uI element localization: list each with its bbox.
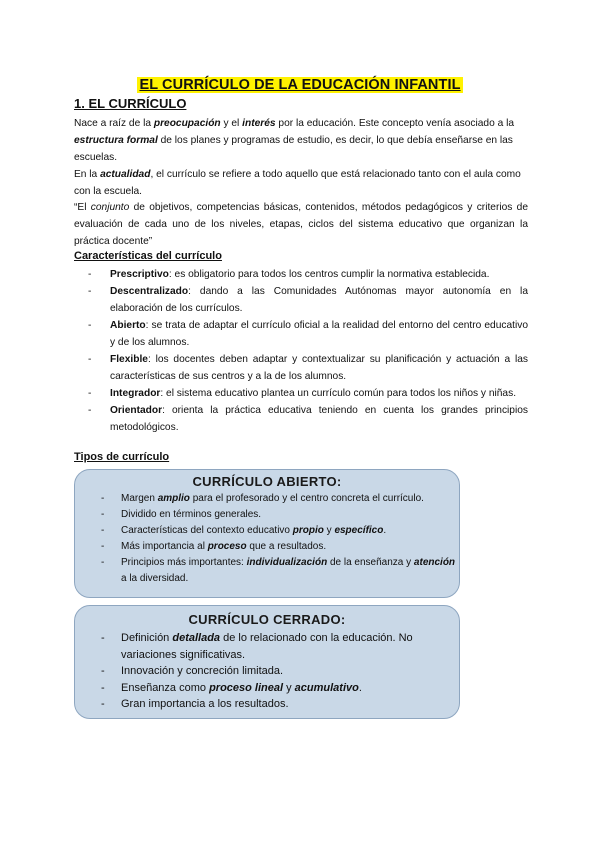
document-title-wrapper <box>0 76 600 94</box>
tipos-heading: Tipos de currículo <box>74 451 170 463</box>
curriculo-cerrado-box <box>74 605 460 719</box>
list-item <box>75 523 459 539</box>
emphasis-text: conjunto <box>90 202 130 213</box>
text-run: Margen <box>121 493 158 504</box>
text-run: Más importancia al <box>121 541 208 552</box>
emphasis-text: actualidad <box>100 169 151 180</box>
emphasis-text: atención <box>413 557 456 568</box>
dash-bullet: - <box>88 269 92 280</box>
dash-bullet: - <box>88 286 92 297</box>
list-item <box>75 491 459 507</box>
text-run: , el currículo se refiere a todo aquello que está relacionado tanto con el aula como con la escuela. <box>74 169 521 197</box>
text-run: de la enseñanza y <box>327 557 414 568</box>
list-item <box>75 696 459 713</box>
text-run: “El <box>74 202 91 213</box>
text-run: . <box>383 525 387 536</box>
list-item-term: Flexible <box>110 354 148 365</box>
caracteristicas-heading: Características del currículo <box>74 250 222 262</box>
text-run: Principios más importantes: <box>121 557 247 568</box>
dash-bullet: - <box>101 665 105 677</box>
emphasis-text: interés <box>242 118 276 129</box>
text-run: a la diversidad. <box>121 573 189 584</box>
text-run: Innovación y concreción limitada. <box>121 665 284 677</box>
box-title: CURRÍCULO CERRADO: <box>188 612 346 627</box>
text-run: de lo relacionado con la educación. No variaciones significativas. <box>121 632 413 661</box>
dash-bullet: - <box>101 681 105 694</box>
emphasis-text: proceso <box>207 541 247 552</box>
text-run: y el <box>220 118 243 129</box>
text-run: Características del contexto educativo <box>121 525 293 536</box>
text-run: Enseñanza como <box>121 681 210 694</box>
dash-bullet: - <box>101 557 105 568</box>
emphasis-text: estructura formal <box>74 135 158 146</box>
section-heading: 1. EL CURRÍCULO <box>74 96 187 111</box>
text-run: de los planes y programas de estudio, es decir, lo que debía enseñarse en las escuelas. <box>74 135 513 163</box>
list-item <box>75 663 459 680</box>
list-item <box>75 680 459 697</box>
list-item <box>75 630 459 663</box>
list-item-text: : se trata de adaptar el currículo oficial a la realidad del entorno del centro educativo y de los alumnos. <box>110 320 528 348</box>
list-item <box>74 283 528 317</box>
document-title: EL CURRÍCULO DE LA EDUCACIÓN INFANTIL <box>139 77 461 93</box>
text-run: Nace a raíz de la <box>74 118 154 129</box>
box-title: CURRÍCULO ABIERTO: <box>192 474 342 489</box>
text-run: Dividido en términos generales. <box>121 509 262 520</box>
list-item-text: : orienta la práctica educativa teniendo en cuenta los grandes principios metodológicos. <box>110 405 528 433</box>
list-item-text: : el sistema educativo plantea un currículo común para todos los niños y niñas. <box>160 388 517 399</box>
dash-bullet: - <box>101 698 105 710</box>
list-item <box>74 351 528 385</box>
text-run: y <box>323 525 335 536</box>
caracteristicas-list <box>74 266 528 436</box>
text-run: de objetivos, competencias básicas, contenidos, métodos pedagógicos y criterios de evaluación de cada uno de los niveles, etapas, ciclos del sistema educativo que organizan la práctica docente” <box>74 202 529 247</box>
emphasis-text: específico <box>334 525 384 536</box>
emphasis-text: preocupación <box>153 118 221 129</box>
list-item-term: Descentralizado <box>110 286 189 297</box>
abierto-list <box>75 491 459 587</box>
curriculo-abierto-box <box>74 469 460 598</box>
dash-bullet: - <box>88 354 92 365</box>
actualidad-paragraph <box>74 166 528 200</box>
intro-paragraph <box>74 115 528 166</box>
emphasis-text: individualización <box>246 557 328 568</box>
dash-bullet: - <box>88 405 92 416</box>
cerrado-list <box>75 630 459 713</box>
list-item <box>75 555 459 587</box>
emphasis-text: amplio <box>157 493 190 504</box>
dash-bullet: - <box>101 509 105 520</box>
dash-bullet: - <box>101 541 105 552</box>
text-run: Gran importancia a los resultados. <box>121 698 289 710</box>
list-item-text: : es obligatorio para todos los centros cumplir la normativa establecida. <box>168 269 490 280</box>
list-item <box>74 266 528 283</box>
emphasis-text: propio <box>292 525 324 536</box>
emphasis-text: acumulativo <box>294 681 359 694</box>
dash-bullet: - <box>101 632 105 644</box>
list-item <box>75 507 459 523</box>
text-run: . <box>358 681 362 694</box>
emphasis-text: detallada <box>172 632 221 644</box>
text-run: que a resultados. <box>246 541 327 552</box>
definition-quote <box>74 199 528 250</box>
emphasis-text: proceso lineal <box>209 681 284 694</box>
text-run: Definición <box>121 632 173 644</box>
dash-bullet: - <box>101 525 105 536</box>
dash-bullet: - <box>88 320 92 331</box>
dash-bullet: - <box>101 493 105 504</box>
list-item-term: Integrador <box>110 388 161 399</box>
list-item-term: Abierto <box>110 320 146 331</box>
text-run: por la educación. Este concepto venía asociado a la <box>275 118 515 129</box>
list-item <box>75 539 459 555</box>
text-run: y <box>283 681 295 694</box>
list-item-text: : dando a las Comunidades Autónomas mayor autonomía en la elaboración de los currículos. <box>110 286 528 314</box>
list-item-term: Prescriptivo <box>110 269 169 280</box>
text-run: para el profesorado y el centro concreta el currículo. <box>189 493 424 504</box>
list-item <box>74 385 528 402</box>
caracteristicas-list-wrapper <box>74 266 528 436</box>
list-item-text: : los docentes deben adaptar y contextualizar su planificación y actuación a las características de sus centros y a la de los alumnos. <box>110 354 528 382</box>
list-item <box>74 402 528 436</box>
dash-bullet: - <box>88 388 92 399</box>
list-item-term: Orientador <box>110 405 163 416</box>
list-item <box>74 317 528 351</box>
text-run: En la <box>74 169 101 180</box>
